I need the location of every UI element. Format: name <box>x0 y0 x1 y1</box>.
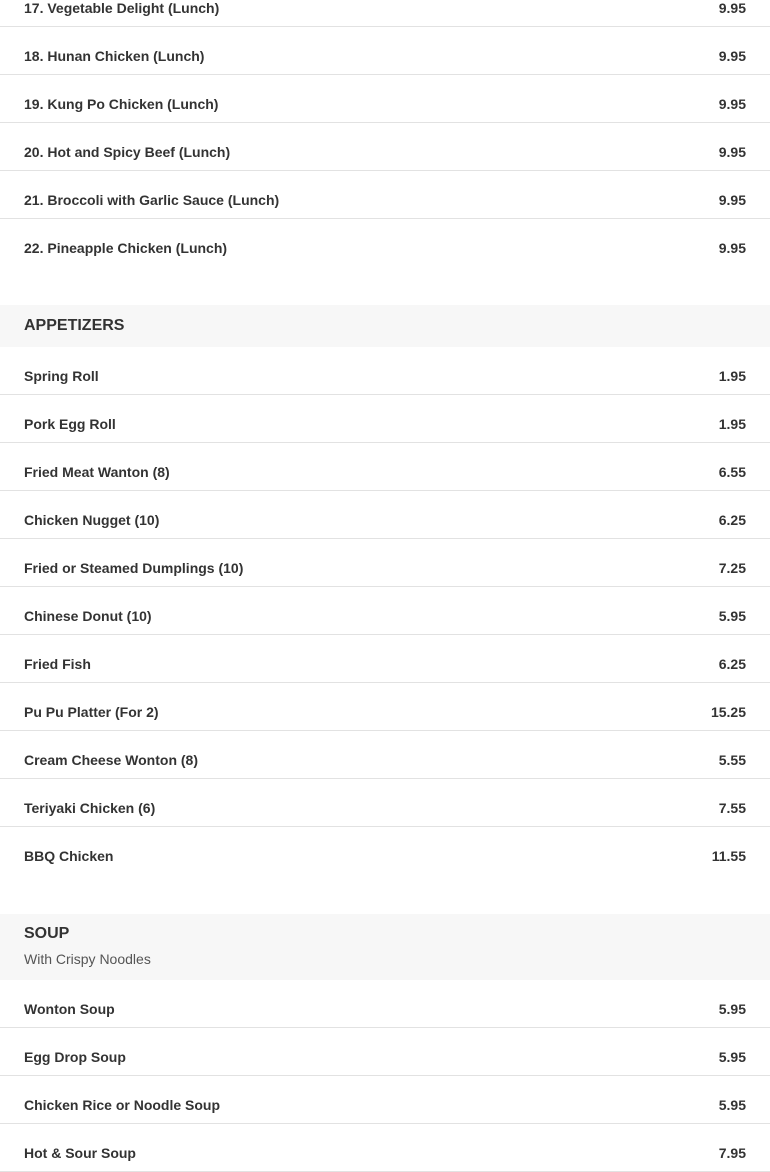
section-spacer <box>0 267 770 305</box>
menu-item-price: 5.95 <box>718 1001 746 1017</box>
menu-item-price: 9.95 <box>718 240 746 256</box>
menu-item-name: Fried or Steamed Dumplings (10) <box>24 560 244 576</box>
menu-item-price: 5.95 <box>718 1049 746 1065</box>
menu-item-price: 7.25 <box>718 560 746 576</box>
section-subtitle: With Crispy Noodles <box>24 951 151 967</box>
menu-item-price: 9.95 <box>718 48 746 64</box>
menu-item-name: 18. Hunan Chicken (Lunch) <box>24 48 205 64</box>
menu-item[interactable] <box>0 171 770 219</box>
menu-item[interactable] <box>0 395 770 443</box>
menu-item[interactable] <box>0 980 770 1028</box>
menu-item-name: 20. Hot and Spicy Beef (Lunch) <box>24 144 231 160</box>
section-title: SOUP <box>24 925 70 942</box>
menu-item-price: 6.25 <box>718 512 746 528</box>
menu-item-price: 5.95 <box>718 608 746 624</box>
lunch-section <box>0 0 770 267</box>
menu-item[interactable] <box>0 539 770 587</box>
menu-item-price: 1.95 <box>718 416 746 432</box>
menu-item[interactable] <box>0 1124 770 1172</box>
menu-item-name: Spring Roll <box>24 368 99 384</box>
menu-item-name: Cream Cheese Wonton (8) <box>24 752 198 768</box>
menu-item[interactable] <box>0 443 770 491</box>
menu-item[interactable] <box>0 123 770 171</box>
menu-item-price: 7.95 <box>718 1145 746 1161</box>
menu-item-price: 9.95 <box>718 96 746 112</box>
menu-item[interactable] <box>0 1076 770 1124</box>
menu-item-price: 5.95 <box>718 1097 746 1113</box>
menu-item-price: 15.25 <box>710 704 746 720</box>
menu-item-name: 17. Vegetable Delight (Lunch) <box>24 0 220 16</box>
menu-item[interactable] <box>0 75 770 123</box>
menu-item-name: 19. Kung Po Chicken (Lunch) <box>24 96 219 112</box>
menu-item-name: Pork Egg Roll <box>24 416 116 432</box>
menu-item-name: Fried Fish <box>24 656 91 672</box>
menu-item-price: 9.95 <box>718 144 746 160</box>
menu-item[interactable] <box>0 731 770 779</box>
menu-item-price: 11.55 <box>711 848 746 864</box>
menu-item-price: 6.25 <box>718 656 746 672</box>
menu-item-price: 7.55 <box>718 800 746 816</box>
menu-item-price: 1.95 <box>718 368 746 384</box>
menu-item[interactable] <box>0 827 770 875</box>
menu-item[interactable] <box>0 1028 770 1076</box>
menu-item-name: Fried Meat Wanton (8) <box>24 464 170 480</box>
menu-item-name: Chinese Donut (10) <box>24 608 152 624</box>
menu-item-name: 21. Broccoli with Garlic Sauce (Lunch) <box>24 192 280 208</box>
menu-item-name: Egg Drop Soup <box>24 1049 126 1065</box>
menu-item[interactable] <box>0 779 770 827</box>
section-header <box>0 305 770 347</box>
menu-item[interactable] <box>0 635 770 683</box>
section-spacer <box>0 875 770 914</box>
menu-item[interactable] <box>0 491 770 539</box>
menu-item[interactable] <box>0 27 770 75</box>
appetizers-section <box>0 305 770 875</box>
section-header <box>0 914 770 980</box>
menu-item[interactable] <box>0 683 770 731</box>
menu-item-name: Pu Pu Platter (For 2) <box>24 704 159 720</box>
soup-section <box>0 914 770 1172</box>
menu-item-price: 6.55 <box>718 464 746 480</box>
menu-item-name: Chicken Rice or Noodle Soup <box>24 1097 221 1113</box>
menu-item-price: 9.95 <box>718 192 746 208</box>
menu-item[interactable] <box>0 587 770 635</box>
menu-item-name: Wonton Soup <box>24 1001 115 1017</box>
menu-item[interactable] <box>0 347 770 395</box>
menu-item[interactable] <box>0 219 770 267</box>
menu-item-name: Chicken Nugget (10) <box>24 512 160 528</box>
menu-item-price: 9.95 <box>718 0 746 16</box>
menu-item-name: Teriyaki Chicken (6) <box>24 800 156 816</box>
section-title: APPETIZERS <box>24 317 125 334</box>
menu-item[interactable] <box>0 0 770 27</box>
menu-item-name: BBQ Chicken <box>24 848 114 864</box>
menu-item-name: Hot & Sour Soup <box>24 1145 136 1161</box>
menu-item-name: 22. Pineapple Chicken (Lunch) <box>24 240 228 256</box>
menu-item-price: 5.55 <box>718 752 746 768</box>
